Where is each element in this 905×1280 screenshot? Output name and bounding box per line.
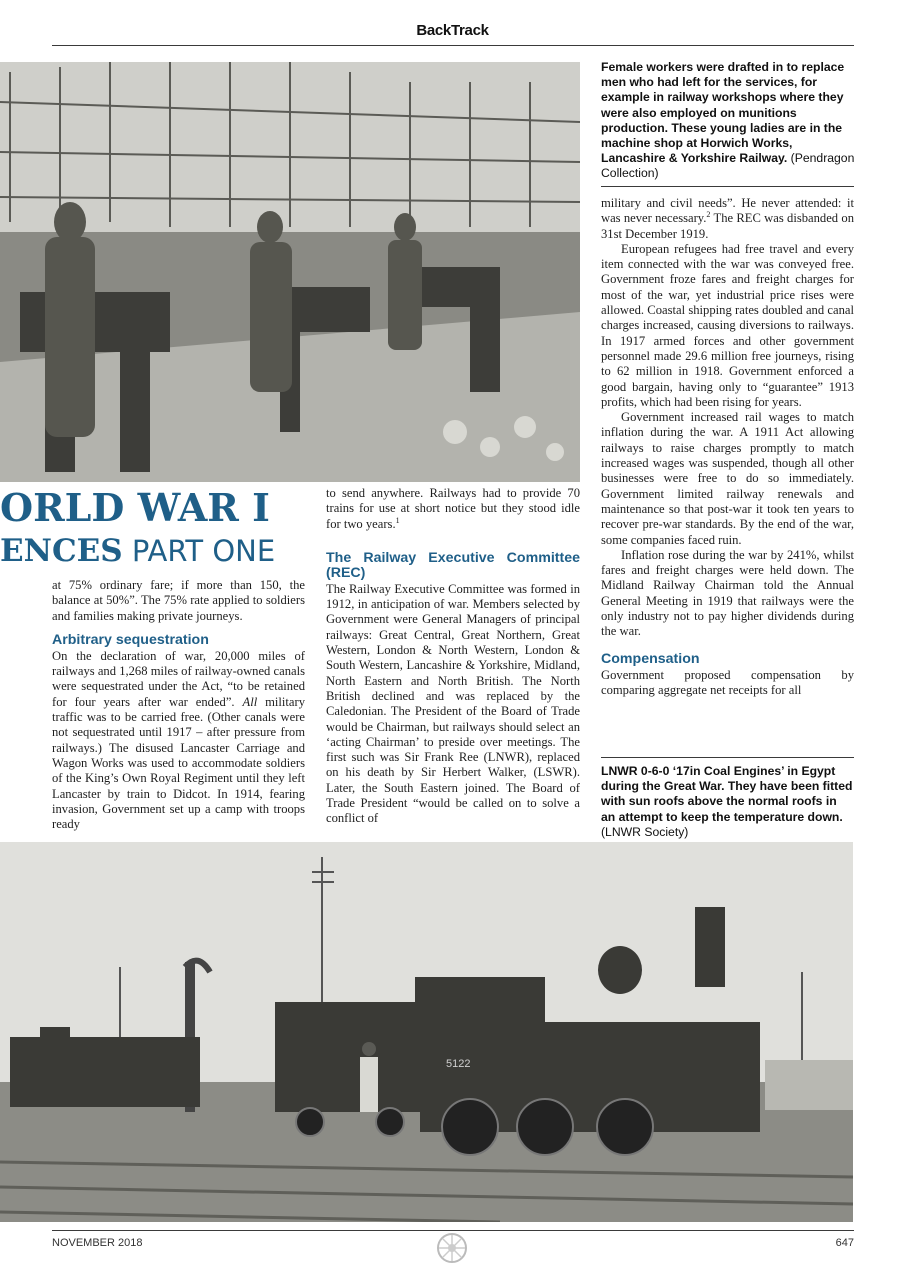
- header-rule: [52, 45, 854, 46]
- bottom-caption-text: LNWR 0-6-0 ‘17in Coal Engines’ in Egypt during the Great War. They have been fitted with sun roofs above the normal roofs in an attempt to keep the temperature down.: [601, 764, 853, 824]
- headline-line1: ORLD WAR I: [0, 485, 270, 530]
- footer-rule: [52, 1230, 854, 1231]
- top-caption-text: Female workers were drafted in to replace men who had left for the services, for example in railway workshops where they were also employed on munitions production. These young ladies are in the machine shop at Horwich Works, Lancashire & Yorkshire Railway.: [601, 60, 845, 166]
- section-heading-rec: The Railway Executive Committee (REC): [326, 549, 580, 581]
- col1-paragraph-2: On the declaration of war, 20,000 miles of railways and 1,268 miles of railway-owned canals were sequestrated under the Act, “to be retained for four years after war ended”. All military traffic was to be carried free. (Other canals were not sequestrated until 1917 – after pressure from railways.) The disused Lancaster Carriage and Wagon Works was used to accommodate soldiers of the King’s Own Royal Regiment until they left Lancaster by train to Didcot. In 1914, fearing invasion, Government set up a camp with troops ready: [52, 648, 305, 832]
- caption-rule-top: [601, 186, 854, 187]
- col3-paragraph-4: Inflation rose during the war by 241%, whilst fares and freight charges were held down. The Midland Railway Chairman told the Annual General Meeting in 1919 that railways were the only industry not to pay higher dividends during the war.: [601, 547, 854, 639]
- wheel-emblem-icon: [436, 1232, 468, 1264]
- caption-rule-bottom: [601, 757, 854, 758]
- col3-paragraph-2: European refugees had free travel and every item connected with the war was conveyed free. Government froze fares and freight charges for most of the war, yet industrial price rises were allowed. Coastal shipping rates doubled and canal charges increased, causing diversions to railways. In 1917 armed forces and other government personnel made 29.6 million free journeys, rising to 62 million in 1918. Government enforced a good bargain, having only to “guarantee” 1913 profits, which had been rising for years.: [601, 241, 854, 409]
- headline-line2-bold: ENCES: [0, 533, 123, 569]
- footer-date: NOVEMBER 2018: [52, 1237, 143, 1249]
- masthead-logo: BackTrack: [416, 22, 489, 39]
- locomotive-photo: [0, 842, 853, 1222]
- col2-paragraph-2: The Railway Executive Committee was formed in 1912, in anticipation of war. Members selected by Government were General Managers of principal railways: Great Central, Great Northern, Great Western, London & North Western, London & South Western, Lancashire & Yorkshire, Midland, North Eastern and North British. The North British declined and was replaced by the Caledonian. The President of the Board of Trade would be Chairman, but railways should select an ‘acting Chairman’ to preside over meetings. The first such was Sir Frank Ree (LNWR), replaced on his death by Sir Herbert Walker, (LSWR). Later, the South Eastern joined. The Board of Trade President “would be called on to solve a conflict of: [326, 581, 580, 826]
- col3-paragraph-5: Government proposed compensation by comparing aggregate net receipts for all: [601, 667, 854, 697]
- col3-paragraph-3: Government increased rail wages to match inflation during the war. A 1911 Act allowing railways to raise charges promptly to match increased wages was suspended, though all other businesses were free to do so immediately. Government limited railway renewals and maintenance so that post-war it took ten years to recover pre-war standards. By the end of the war, some companies faced ruin.: [601, 410, 854, 547]
- headline-line2: [0, 534, 275, 568]
- top-caption-credit: (Pendragon Collection): [601, 151, 855, 181]
- headline-line2-light: PART ONE: [131, 534, 276, 568]
- locomotive-number-plate: 5122: [446, 1058, 471, 1070]
- section-heading-compensation: Compensation: [601, 650, 700, 667]
- article-column-2: [326, 486, 580, 827]
- article-column-3: [601, 196, 854, 698]
- footer-page-number: 647: [835, 1237, 854, 1249]
- section-heading-arbitrary: Arbitrary sequestration: [52, 631, 209, 648]
- col1-paragraph-1: at 75% ordinary fare; if more than 150, the balance at 50%”. The 75% rate applied to soldiers and families making private journeys.: [52, 578, 305, 623]
- bottom-caption-credit: (LNWR Society): [601, 824, 689, 839]
- col2-paragraph-1: to send anywhere. Railways had to provide 70 trains for use at short notice but they stood idle for two years.$^1$: [326, 486, 580, 531]
- top-photo-caption: [601, 60, 856, 182]
- workshop-photo: [0, 62, 580, 482]
- article-column-1: [52, 578, 305, 832]
- bottom-photo-caption: [601, 764, 854, 840]
- col3-paragraph-1: military and civil needs”. He never attended: it was never necessary.$^2$ The REC was disbanded on 31st December 1919.: [601, 196, 854, 241]
